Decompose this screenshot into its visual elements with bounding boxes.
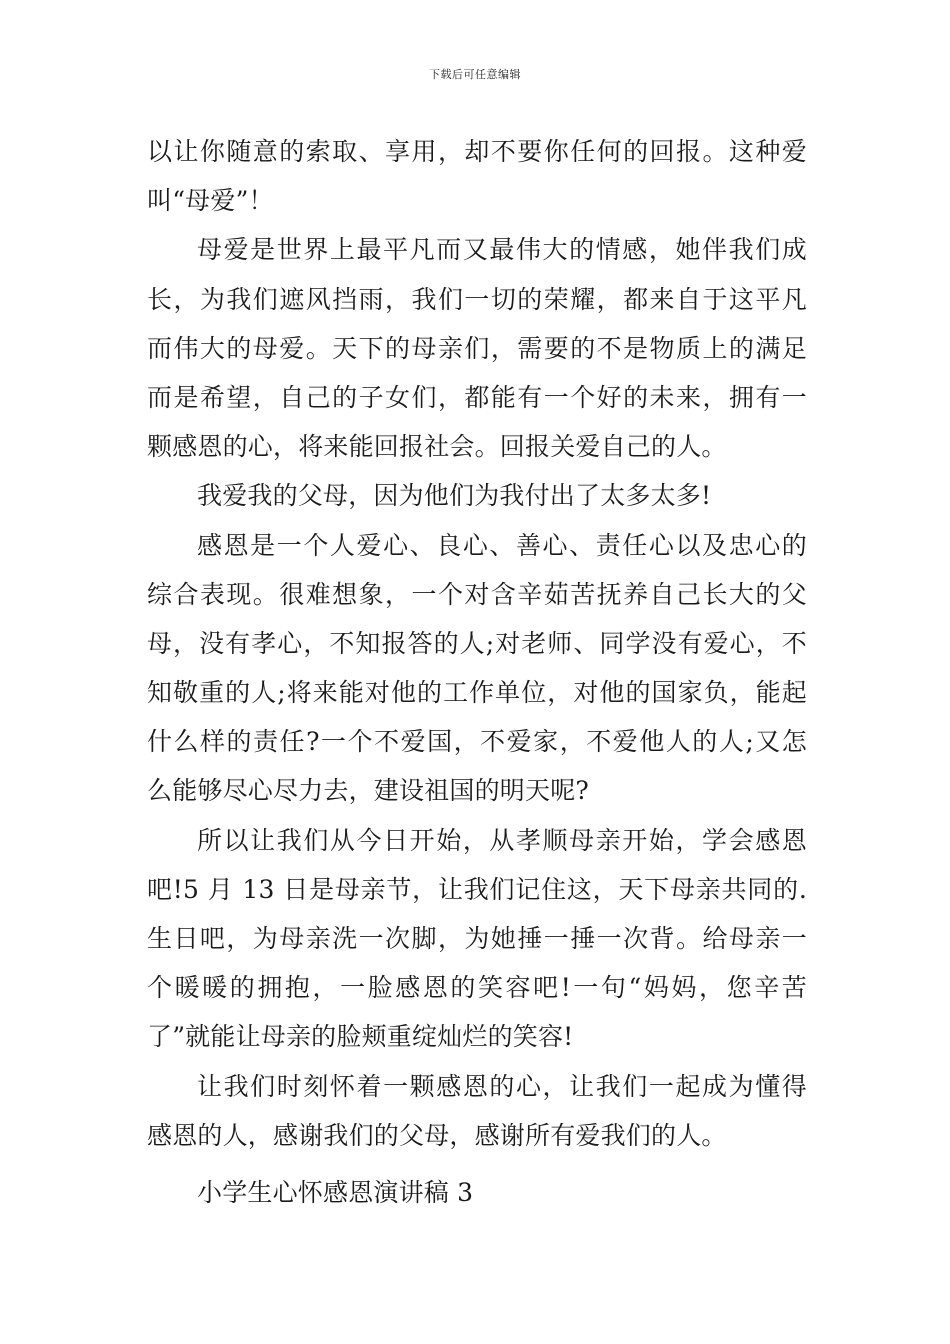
paragraph [147,127,807,225]
text-line: 生日吧，为母亲洗一次脚，为她捶一捶一次背。给母亲一 [147,924,807,953]
text-line: 什么样的责任?一个不爱国，不爱家，不爱他人的人;又怎 [147,727,807,757]
section-heading [147,1168,807,1217]
text-line: 而是希望，自己的子女们，都能有一个好的未来，拥有一 [147,382,807,412]
paragraph [147,1062,807,1160]
paragraph [147,225,807,471]
text-line: 颗感恩的心，将来能回报社会。回报关爱自己的人。 [147,432,727,462]
text-line: 以让你随意的索取、享用，却不要你任何的回报。这种爱 [147,137,807,166]
paragraph [147,816,807,1062]
paragraph [147,521,807,816]
text-line: 综合表现。很难想象，一个对含辛茹苦抚养自己长大的父 [147,579,807,609]
text-line: 知敬重的人;将来能对他的工作单位，对他的国家负，能起 [147,678,807,708]
text-line: 吧!5 月 13 日是母亲节，让我们记住这，天下母亲共同的. [147,874,807,904]
text-line: 让我们时刻怀着一颗感恩的心，让我们一起成为懂得 [197,1071,807,1101]
heading-text: 小学生心怀感恩演讲稿 3 [197,1177,474,1207]
document-body [147,127,807,1217]
text-line: 感恩的人，感谢我们的父母，感谢所有爱我们的人。 [147,1120,727,1150]
paragraph [147,471,807,520]
page-header: 下载后可任意编辑 [429,68,521,81]
text-line: 母爱是世界上最平凡而又最伟大的情感，她伴我们成 [197,235,807,265]
text-line: 长，为我们遮风挡雨，我们一切的荣耀，都来自于这平凡 [147,284,807,314]
text-line: 么能够尽心尽力去，建设祖国的明天呢? [147,776,590,806]
text-line: 母，没有孝心，不知报答的人;对老师、同学没有爱心，不 [147,628,807,658]
text-line: 个暖暖的拥抱，一脸感恩的笑容吧!一句“妈妈，您辛苦 [147,973,807,1003]
text-line: 了”就能让母亲的脸颊重绽灿烂的笑容! [147,1022,574,1052]
text-line: 叫“母爱”！ [147,186,274,216]
text-line: 感恩是一个人爱心、良心、善心、责任心以及忠心的 [197,530,807,560]
text-line: 我爱我的父母，因为他们为我付出了太多太多! [197,481,712,511]
text-line: 所以让我们从今日开始，从孝顺母亲开始，学会感恩 [197,825,807,855]
text-line: 而伟大的母爱。天下的母亲们，需要的不是物质上的满足 [147,333,807,363]
